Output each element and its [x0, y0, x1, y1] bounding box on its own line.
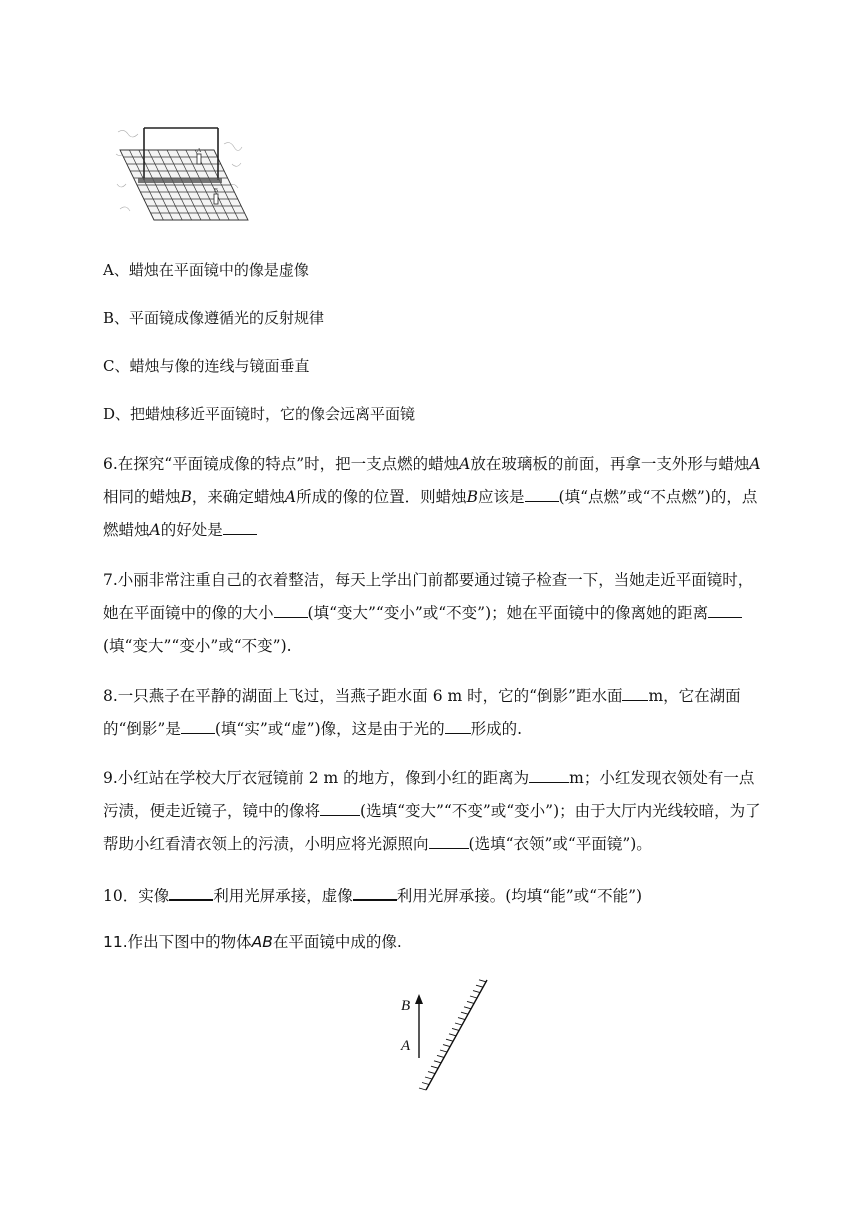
q9-text: (选填“衣领”或“平面镜”)。	[468, 835, 652, 853]
q8-text: 形成的.	[470, 720, 523, 738]
q8-blank-3[interactable]	[445, 717, 471, 734]
q10-blank-1[interactable]	[169, 883, 213, 901]
q9-blank-3[interactable]	[429, 832, 469, 849]
q11-object-ab: AB	[251, 933, 273, 951]
q9-text: m；小红发现衣领处有一点污渍，便走近镜子，镜中的像将	[103, 769, 755, 820]
object-mirror-figure	[395, 970, 505, 1100]
q6-candle-a: A	[149, 521, 161, 539]
question-10	[103, 880, 763, 913]
q7-text: (填“变大”“变小”或“不变”)；她在平面镜中的像离她的距离	[307, 604, 709, 622]
question-9	[103, 762, 763, 861]
q7-blank-2[interactable]	[708, 601, 742, 618]
q6-text: 相同的蜡烛	[103, 488, 181, 506]
q6-candle-a: A	[749, 455, 761, 473]
q6-text: 放在玻璃板的前面，再拿一支外形与蜡烛	[470, 455, 750, 473]
q6-text: 6.在探究“平面镜成像的特点”时，把一支点燃的蜡烛	[103, 455, 460, 473]
label-a: A	[401, 1038, 411, 1054]
q10-text: 10．实像	[103, 887, 170, 905]
q6-text: 的好处是	[160, 521, 223, 539]
q7-blank-1[interactable]	[274, 601, 308, 618]
q8-text: 8.一只燕子在平静的湖面上飞过，当燕子距水面 6 m 时，它的“倒影”距水面	[103, 687, 623, 705]
label-b: B	[401, 998, 411, 1014]
option-d: D、把蜡烛移近平面镜时，它的像会远离平面镜	[103, 405, 416, 423]
q9-text: (选填“变大”“不变”或“变小”)；由于大厅内光线较暗，为了帮助小红看清衣领上的污渍，小明应将光源照向	[103, 802, 761, 853]
q9-blank-1[interactable]	[529, 766, 569, 783]
q8-text: m，它在湖面的“倒影”是	[103, 687, 741, 738]
question-7	[103, 564, 763, 663]
q10-text: 利用光屏承接，虚像	[213, 887, 353, 905]
q11-text: 在平面镜中成的像.	[272, 933, 402, 951]
q6-text: 应该是	[478, 488, 525, 506]
option-a: A、蜡烛在平面镜中的像是虚像	[103, 261, 309, 279]
q6-candle-a: A	[459, 455, 471, 473]
plane-mirror	[419, 980, 487, 1090]
q9-blank-2[interactable]	[320, 799, 360, 816]
figure1-label-a: A	[196, 148, 202, 154]
option-c: C、蜡烛与像的连线与镜面垂直	[103, 357, 310, 375]
arrow-head-icon	[415, 994, 423, 1004]
q11-text: 11.作出下图中的物体	[103, 933, 252, 951]
q6-text: ，来确定蜡烛	[191, 488, 285, 506]
q7-text: 7.小丽非常注重自己的衣着整洁，每天上学出门前都要通过镜子检查一下，当她走近平面镜时，她在平面镜中的像的大小	[103, 571, 754, 622]
q10-text: 利用光屏承接。(均填“能”或“不能”)	[396, 887, 643, 905]
q7-text: (填“变大”“变小”或“不变”).	[103, 637, 292, 655]
q6-candle-a: A	[284, 488, 297, 506]
q6-text: (填“点燃”或“不点燃”)的，点燃蜡烛	[103, 488, 758, 539]
q8-blank-1[interactable]	[622, 684, 648, 701]
question-8	[103, 680, 763, 746]
q8-text: (填“实”或“虚”)像，这是由于光的	[214, 720, 445, 738]
figure1-label-b: B	[213, 188, 219, 194]
mirror-experiment-figure	[114, 124, 254, 224]
q6-blank-1[interactable]	[525, 485, 559, 502]
q6-candle-b: B	[466, 488, 479, 506]
option-b: B、平面镜成像遵循光的反射规律	[103, 309, 325, 327]
q6-text: 所成的像的位置．则蜡烛	[296, 488, 467, 506]
question-6	[103, 448, 763, 547]
q10-blank-2[interactable]	[353, 883, 397, 901]
question-11	[103, 926, 763, 959]
q9-text: 9.小红站在学校大厅衣冠镜前 2 m 的地方，像到小红的距离为	[103, 769, 530, 787]
q8-blank-2[interactable]	[181, 717, 215, 734]
q6-blank-2[interactable]	[223, 518, 257, 535]
q6-candle-b: B	[180, 488, 192, 506]
